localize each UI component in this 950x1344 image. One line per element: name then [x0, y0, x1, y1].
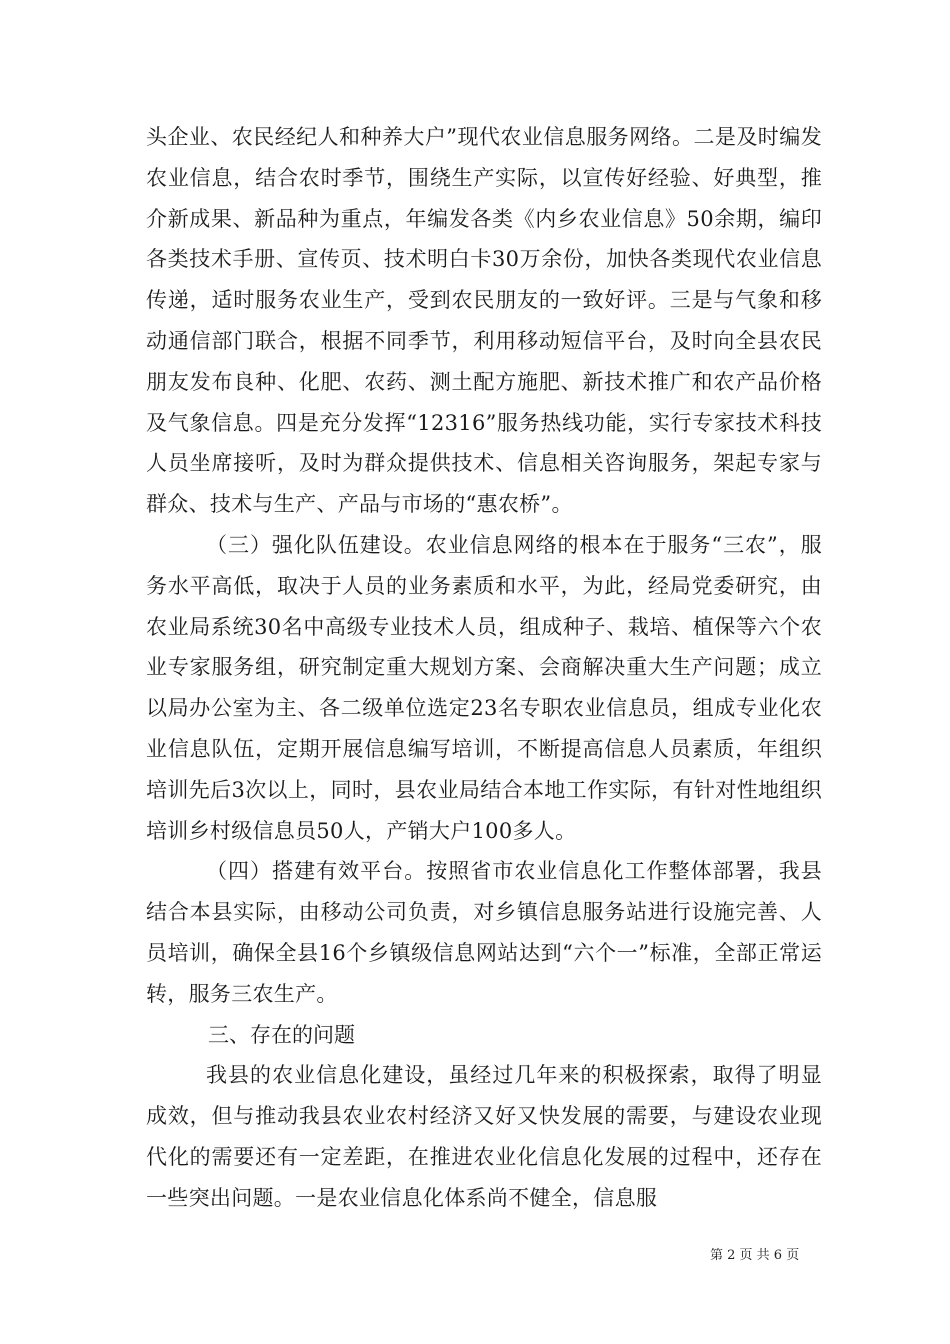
page-number-footer: 第 2 页 共 6 页 — [710, 1248, 800, 1263]
paragraph-problems: 我县的农业信息化建设，虽经过几年来的积极探索，取得了明显成效，但与推动我县农业农村经济又好又快发展的需要，与建设农业现代化的需要还有一定差距，在推进农业化信息化发展的过程中，还存在一些突出问题。一是农业信息化体系尚不健全，信息服 — [146, 1063, 822, 1210]
paragraph-platform: （四）搭建有效平台。按照省市农业信息化工作整体部署，我县结合本县实际，由移动公司负责，对乡镇信息服务站进行设施完善、人员培训，确保全县16个乡镇级信息网站达到“六个一”标准，全部正常运转，服务三农生产。 — [146, 859, 822, 1006]
paragraph-continuation: 头企业、农民经纪人和种养大户”现代农业信息服务网络。二是及时编发农业信息，结合农时季节，围绕生产实际，以宣传好经验、好典型，推介新成果、新品种为重点，年编发各类《内乡农业信息》50余期，编印各类技术手册、宣传页、技术明白卡30万余份，加快各类现代农业信息传递，适时服务农业生产，受到农民朋友的一致好评。三是与气象和移动通信部门联合，根据不同季节，利用移动短信平台，及时向全县农民朋友发布良种、化肥、农药、测土配方施肥、新技术推广和农产品价格及气象信息。四是充分发挥“12316”服务热线功能，实行专家技术科技人员坐席接听，及时为群众提供技术、信息相关咨询服务，架起专家与群众、技术与生产、产品与市场的“惠农桥”。 — [146, 125, 822, 517]
section-heading-problems: 三、存在的问题 — [208, 1022, 355, 1047]
body-text — [146, 117, 822, 1219]
paragraph-team-building: （三）强化队伍建设。农业信息网络的根本在于服务“三农”，服务水平高低，取决于人员的业务素质和水平，为此，经局党委研究，由农业局系统30名中高级专业技术人员，组成种子、栽培、植保等六个农业专家服务组，研究制定重大规划方案、会商解决重大生产问题；成立以局办公室为主、各二级单位选定23名专职农业信息员，组成专业化农业信息队伍，定期开展信息编写培训，不断提高信息人员素质，年组织培训先后3次以上，同时，县农业局结合本地工作实际，有针对性地组织培训乡村级信息员50人，产销大户100多人。 — [146, 532, 822, 843]
